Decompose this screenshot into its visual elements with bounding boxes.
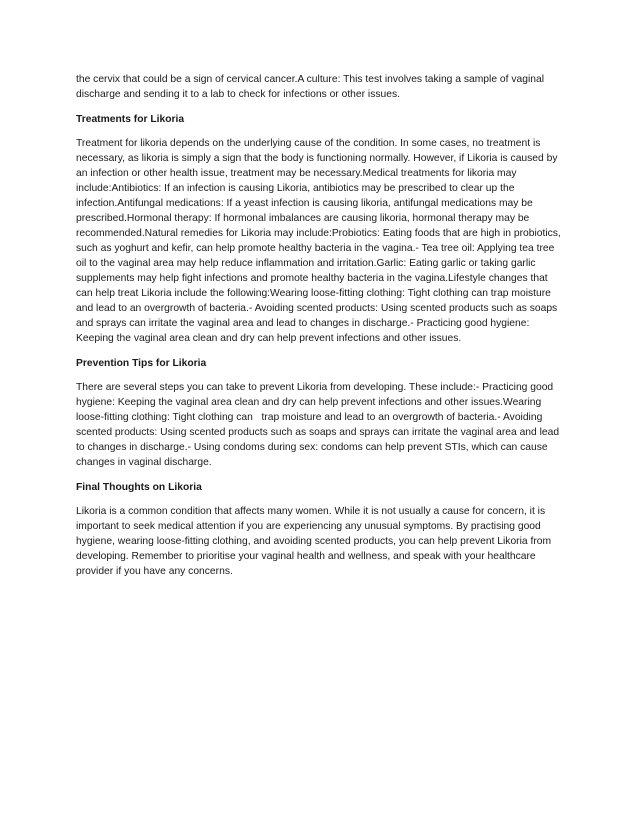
section-heading-treatments: Treatments for Likoria (76, 114, 185, 125)
document-page (76, 72, 564, 589)
section-prevention (76, 356, 564, 470)
section-body-final-thoughts: Likoria is a common condition that affects many women. While it is not usually a cause for concern, it is important to seek medical attention if you are experiencing any unusual symptoms. By practising good hygiene, wearing loose-fitting clothing, and avoiding scented products, you can help prevent Likoria from developing. Remember to prioritise your vaginal health and wellness, and speak with your healthcare provider if you have any concerns. (76, 506, 552, 577)
section-final-thoughts (76, 480, 564, 579)
section-treatments (76, 112, 564, 346)
section-heading-prevention: Prevention Tips for Likoria (76, 358, 207, 369)
intro-paragraph: the cervix that could be a sign of cervical cancer.A culture: This test involves taking a sample of vaginal discharge and sending it to a lab to check for infections or other issues. (76, 74, 544, 100)
section-body-prevention: There are several steps you can take to prevent Likoria from developing. These include:- Practicing good hygiene: Keeping the vaginal area clean and dry can help prevent infections and other issues.Wearing loose-fitting clothing: Tight clothing can trap moisture and lead to an overgrowth of bacteria.- Avoiding scented products: Using scented products such as soaps and sprays can irritate the vaginal area and lead to changes in discharge.- Using condoms during sex: condoms can help prevent STIs, which can cause changes in vaginal discharge. (76, 382, 562, 468)
section-heading-final-thoughts: Final Thoughts on Likoria (76, 482, 202, 493)
section-body-treatments: Treatment for likoria depends on the underlying cause of the condition. In some cases, no treatment is necessary, as likoria is simply a sign that the body is functioning normally. However, if Likoria is caused by an infection or other health issue, treatment may be necessary.Medical treatments for likoria may include:Antibiotics: If an infection is causing Likoria, antibiotics may be prescribed to clear up the infection.Antifungal medications: If a yeast infection is causing likoria, antifungal medications may be prescribed.Hormonal therapy: If hormonal imbalances are causing likoria, hormonal therapy may be recommended.Natural remedies for Likoria may include:Probiotics: Eating foods that are high in probiotics, such as yoghurt and kefir, can help promote healthy bacteria in the vagina.- Tea tree oil: Applying tea tree oil to the vaginal area may help reduce inflammation and irritation.Garlic: Eating garlic or taking garlic supplements may help fight infections and promote healthy bacteria in the vagina.Lifestyle changes that can help treat Likoria include the following:Wearing loose-fitting clothing: Tight clothing can trap moisture and lead to an overgrowth of bacteria.- Avoiding scented products: Using scented products such as soaps and sprays can irritate the vaginal area and lead to changes in discharge.- Practicing good hygiene: Keeping the vaginal area clean and dry can help prevent infections and other issues. (76, 138, 561, 344)
